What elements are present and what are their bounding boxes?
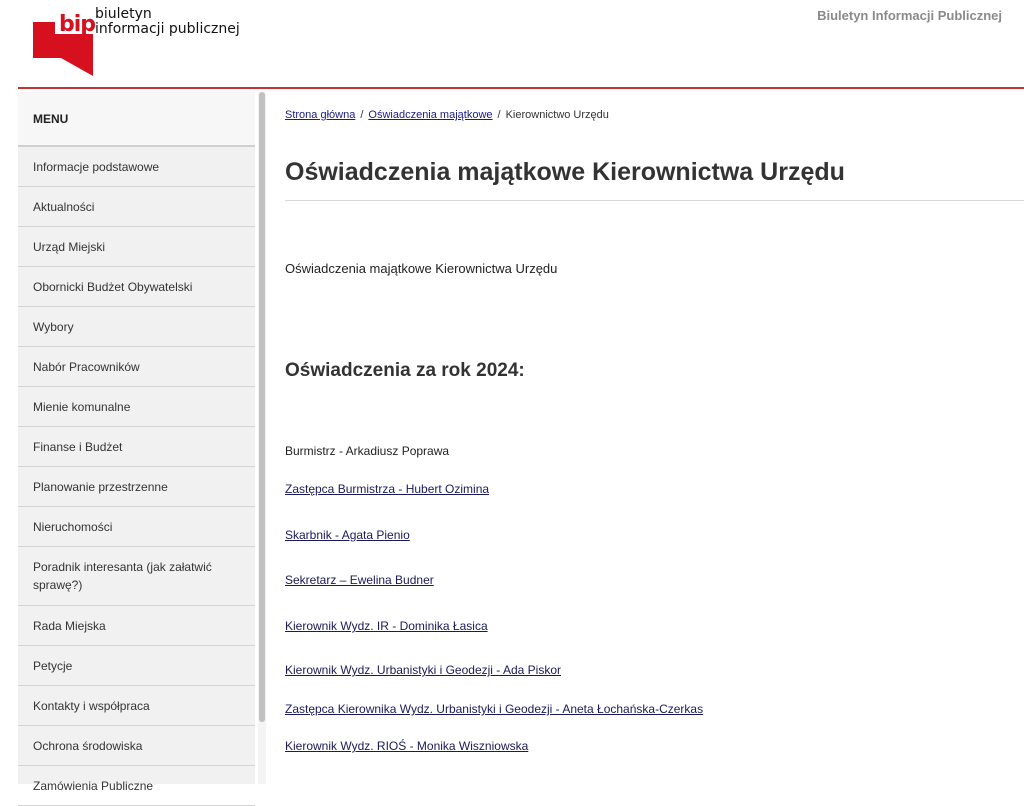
breadcrumb-home-link[interactable]: Strona główna bbox=[285, 109, 356, 121]
sidebar-item-finanse-i-budzet[interactable]: Finanse i Budżet bbox=[18, 427, 255, 467]
site-header bbox=[0, 0, 1024, 90]
breadcrumb bbox=[285, 109, 609, 121]
sidebar-item-petycje[interactable]: Petycje bbox=[18, 646, 255, 686]
sidebar-scrollbar[interactable] bbox=[258, 92, 266, 784]
logo-line-2: informacji publicznej bbox=[95, 21, 240, 37]
person-link-kierownik-ir[interactable]: Kierownik Wydz. IR - Dominika Łasica bbox=[285, 619, 488, 633]
person-link-skarbnik[interactable]: Skarbnik - Agata Pienio bbox=[285, 528, 410, 542]
site-title[interactable]: Biuletyn Informacji Publicznej bbox=[817, 8, 1002, 23]
person-link-sekretarz[interactable]: Sekretarz – Ewelina Budner bbox=[285, 573, 434, 587]
breadcrumb-current: Kierownictwo Urzędu bbox=[505, 109, 609, 121]
bip-logo[interactable] bbox=[33, 4, 263, 79]
year-heading: Oświadczenia za rok 2024: bbox=[285, 360, 525, 381]
person-link-zastepca-burmistrza[interactable]: Zastępca Burmistrza - Hubert Ozimina bbox=[285, 482, 490, 496]
header-divider bbox=[18, 87, 1024, 89]
sidebar-item-poradnik-interesanta[interactable]: Poradnik interesanta (jak załatwić sprawę?) bbox=[18, 547, 255, 606]
sidebar-item-mienie-komunalne[interactable]: Mienie komunalne bbox=[18, 387, 255, 427]
breadcrumb-separator: / bbox=[497, 109, 501, 121]
sidebar-item-planowanie-przestrzenne[interactable]: Planowanie przestrzenne bbox=[18, 467, 255, 507]
sidebar-item-budzet-obywatelski[interactable]: Obornicki Budżet Obywatelski bbox=[18, 267, 255, 307]
sidebar-item-urzad-miejski[interactable]: Urząd Miejski bbox=[18, 227, 255, 267]
sidebar-item-rada-miejska[interactable]: Rada Miejska bbox=[18, 606, 255, 646]
sidebar-item-zamowienia-publiczne[interactable]: Zamówienia Publiczne bbox=[18, 766, 255, 806]
sidebar-item-ochrona-srodowiska[interactable]: Ochrona środowiska bbox=[18, 726, 255, 766]
breadcrumb-separator: / bbox=[360, 109, 364, 121]
sidebar-scroll-thumb[interactable] bbox=[259, 92, 265, 722]
person-link-kierownik-urbanistyki[interactable]: Kierownik Wydz. Urbanistyki i Geodezji - Ada Piskor bbox=[285, 663, 561, 677]
sidebar-item-nieruchomosci[interactable]: Nieruchomości bbox=[18, 507, 255, 547]
logo-text bbox=[95, 7, 240, 37]
person-link-kierownik-rios[interactable]: Kierownik Wydz. RIOŚ - Monika Wiszniowska bbox=[285, 739, 529, 753]
sidebar-item-wybory[interactable]: Wybory bbox=[18, 307, 255, 347]
sidebar-menu bbox=[18, 92, 255, 793]
intro-text: Oświadczenia majątkowe Kierownictwa Urzędu bbox=[285, 261, 558, 276]
menu-title: MENU bbox=[18, 92, 255, 147]
person-burmistrz: Burmistrz - Arkadiusz Poprawa bbox=[285, 444, 450, 458]
sidebar-item-nabor-pracownikow[interactable]: Nabór Pracowników bbox=[18, 347, 255, 387]
logo-line-1: biuletyn bbox=[95, 6, 152, 22]
sidebar-item-aktualnosci[interactable]: Aktualności bbox=[18, 187, 255, 227]
title-divider bbox=[285, 200, 1024, 201]
breadcrumb-section-link[interactable]: Oświadczenia majątkowe bbox=[368, 109, 493, 121]
person-link-zastepca-kierownika-urbanistyki[interactable]: Zastępca Kierownika Wydz. Urbanistyki i Geodezji - Aneta Łochańska-Czerkas bbox=[285, 702, 704, 716]
logo-mark: bip bbox=[59, 12, 96, 37]
sidebar-item-kontakty[interactable]: Kontakty i współpraca bbox=[18, 686, 255, 726]
page-title: Oświadczenia majątkowe Kierownictwa Urzędu bbox=[285, 158, 845, 186]
sidebar-item-informacje-podstawowe[interactable]: Informacje podstawowe bbox=[18, 147, 255, 187]
